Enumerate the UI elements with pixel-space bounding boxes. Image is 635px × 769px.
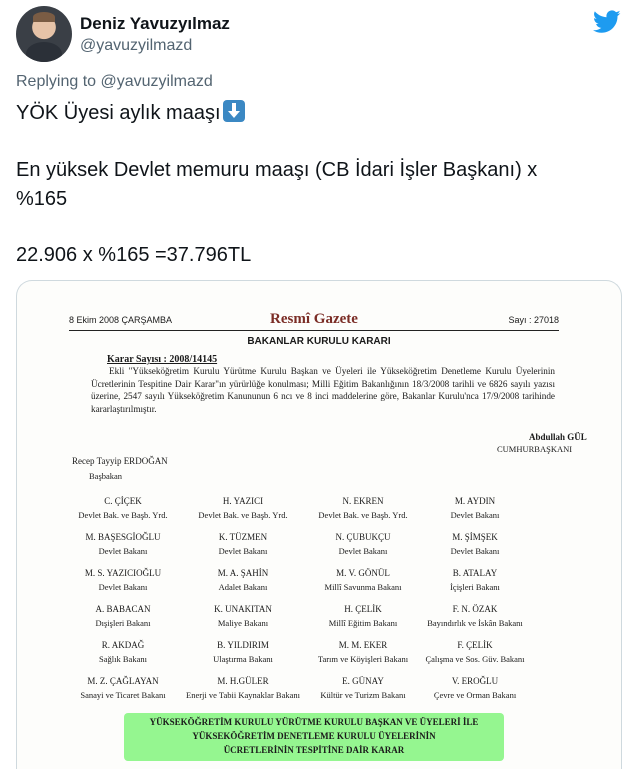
avatar[interactable]: [16, 6, 72, 62]
minister-role: Bayındırlık ve İskân Bakanı: [427, 618, 523, 628]
pm-name: Recep Tayyip ERDOĞAN: [72, 456, 168, 466]
minister-name: M. H.GÜLER: [217, 676, 269, 686]
minister-role: Millî Eğitim Bakanı: [328, 618, 398, 628]
highlighted-title: [124, 715, 504, 757]
minister-name: E. GÜNAY: [342, 676, 384, 686]
minister-signature: [53, 532, 193, 556]
president-title: CUMHURBAŞKANI: [497, 444, 573, 454]
minister-signature: [405, 640, 545, 664]
minister-name: N. ÇUBUKÇU: [335, 532, 391, 542]
minister-name: M. V. GÖNÜL: [336, 568, 390, 578]
minister-signature: [173, 640, 313, 664]
minister-role: Devlet Bakanı: [218, 546, 268, 556]
tweet-text-3: %165: [16, 188, 68, 210]
minister-signature: [405, 676, 545, 700]
minister-signature: [405, 496, 545, 520]
highlighted-line: YÜKSEKÖĞRETİM KURULU YÜRÜTME KURULU BAŞKAN VE ÜYELERİ İLE: [149, 717, 479, 727]
president-name: Abdullah GÜL: [529, 432, 587, 442]
reply-context: [16, 73, 213, 91]
gazette-document: [17, 281, 621, 769]
minister-signature: [53, 568, 193, 592]
minister-name: B. ATALAY: [452, 568, 498, 578]
minister-signature: [405, 532, 545, 556]
minister-signature: [405, 604, 545, 628]
minister-name: K. UNAKITAN: [214, 604, 272, 614]
minister-signature: [173, 532, 313, 556]
decision-heading: BAKANLAR KURULU KARARI: [247, 336, 391, 347]
minister-role: Çevre ve Orman Bakanı: [433, 690, 517, 700]
minister-signature: [173, 568, 313, 592]
minister-name: M. A. ŞAHİN: [217, 568, 269, 578]
minister-role: İçişleri Bakanı: [450, 582, 500, 592]
minister-signature: [173, 604, 313, 628]
minister-name: H. ÇELİK: [344, 604, 382, 614]
minister-signature: [53, 604, 193, 628]
tweet-text-2: En yüksek Devlet memuru maaşı (CB İdari İşler Başkanı) x: [16, 159, 538, 181]
minister-name: M. Z. ÇAĞLAYAN: [87, 676, 159, 686]
tweet-line-1: [16, 100, 616, 127]
decision-body: Ekli "Yükseköğretim Kurulu Yürütme Kurulu Başkan ve Üyeleri ile Yükseköğretim Denetleme Kurulu Üyelerinin Ücretlerinin Tespitine Dair Karar"ın yürürlüğe konulması; Milli Eğitim Bakanlığının 18/3/2008 tarihli ve 6826 sayılı yazısı üzerine, 2547 sayılı Yükseköğretim Kanununun 6 ncı ve 8 inci maddelerine göre, Bakanlar Kurulu'nca 17/9/2008 tarihinde kararlaştırılmıştır.: [91, 366, 555, 414]
minister-name: B. YILDIRIM: [217, 640, 269, 650]
highlighted-line: ÜCRETLERİNİN TESPİTİNE DAİR KARAR: [223, 745, 405, 755]
author-handle[interactable]: @yavuzyilmazd: [80, 37, 193, 54]
tweet-text-1: YÖK Üyesi aylık maaşı: [16, 102, 221, 124]
minister-name: R. AKDAĞ: [101, 640, 145, 650]
minister-role: Devlet Bakanı: [338, 546, 388, 556]
minister-role: Dışişleri Bakanı: [95, 618, 151, 628]
tweet-text-4: 22.906 x %165 =37.796TL: [16, 244, 252, 266]
minister-signature: [53, 676, 193, 700]
author-name[interactable]: Deniz Yavuzyılmaz: [80, 14, 230, 33]
minister-name: M. ŞİMŞEK: [452, 532, 498, 542]
minister-role: Kültür ve Turizm Bakanı: [320, 690, 406, 700]
minister-signature: [173, 676, 313, 700]
minister-name: F. N. ÖZAK: [452, 604, 498, 614]
minister-signature: [53, 496, 193, 520]
minister-role: Devlet Bak. ve Başb. Yrd.: [318, 510, 408, 520]
gazette-issue: Sayı : 27018: [508, 315, 559, 325]
minister-role: Devlet Bakanı: [98, 546, 148, 556]
minister-role: Enerji ve Tabii Kaynaklar Bakanı: [186, 690, 300, 700]
minister-role: Millî Savunma Bakanı: [324, 582, 402, 592]
tweet-header: [16, 6, 621, 62]
minister-role: Ulaştırma Bakanı: [213, 654, 273, 664]
minister-name: K. TÜZMEN: [218, 532, 268, 542]
minister-name: A. BABACAN: [95, 604, 151, 614]
minister-role: Devlet Bakanı: [450, 546, 500, 556]
minister-signature: [173, 496, 313, 520]
gazette-title: Resmî Gazete: [270, 311, 358, 327]
minister-name: C. ÇİÇEK: [104, 496, 142, 506]
minister-name: V. EROĞLU: [451, 676, 499, 686]
minister-name: N. EKREN: [342, 496, 384, 506]
minister-name: M. AYDIN: [454, 496, 496, 506]
minister-signature: [53, 640, 193, 664]
minister-role: Devlet Bak. ve Başb. Yrd.: [78, 510, 168, 520]
minister-role: Adalet Bakanı: [218, 582, 268, 592]
minister-signature: [405, 568, 545, 592]
minister-role: Sağlık Bakanı: [99, 654, 147, 664]
gazette-date: 8 Ekim 2008 ÇARŞAMBA: [69, 315, 173, 325]
minister-role: Devlet Bakanı: [450, 510, 500, 520]
minister-role: Sanayi ve Ticaret Bakanı: [80, 690, 166, 700]
minister-name: M. BAŞESGİOĞLU: [85, 532, 161, 542]
reply-prefix: Replying to: [16, 73, 97, 90]
decision-number: Karar Sayısı : 2008/14145: [107, 354, 218, 365]
minister-role: Maliye Bakanı: [217, 618, 269, 628]
minister-name: M. M. EKER: [338, 640, 388, 650]
highlighted-line: YÜKSEKÖĞRETİM DENETLEME KURULU ÜYELERİNİN: [192, 731, 436, 741]
twitter-bird-icon[interactable]: [593, 10, 621, 34]
minister-role: Devlet Bakanı: [98, 582, 148, 592]
gazette-header: [69, 311, 559, 331]
minister-name: M. S. YAZICIOĞLU: [84, 568, 162, 578]
attached-image[interactable]: [16, 280, 622, 769]
pm-role: Başbakan: [89, 471, 123, 481]
minister-role: Çalışma ve Sos. Güv. Bakanı: [425, 654, 525, 664]
down-arrow-icon: [223, 100, 245, 122]
minister-name: H. YAZICI: [222, 496, 264, 506]
minister-name: F. ÇELİK: [457, 640, 493, 650]
minister-role: Devlet Bak. ve Başb. Yrd.: [198, 510, 288, 520]
reply-handle-link[interactable]: @yavuzyilmazd: [100, 73, 213, 90]
minister-role: Tarım ve Köyişleri Bakanı: [317, 654, 409, 664]
